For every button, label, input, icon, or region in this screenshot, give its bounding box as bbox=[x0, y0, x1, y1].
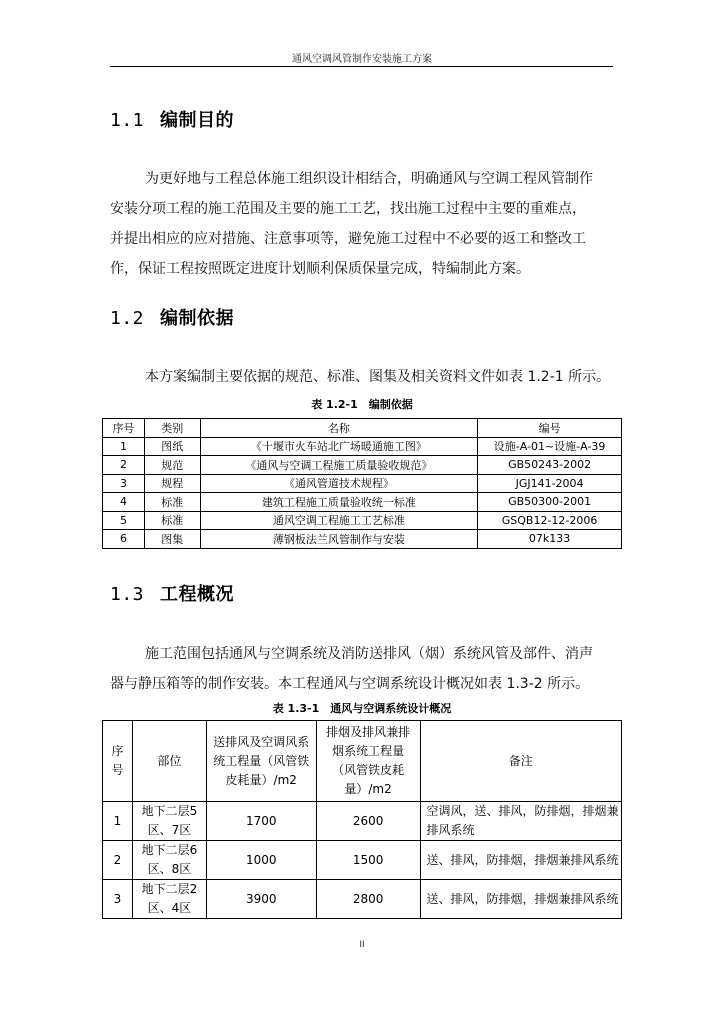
table-cell: 设施-A-01~设施-A-39 bbox=[478, 437, 622, 456]
paragraph-line: 并提出相应的应对措施、注意事项等，避免施工过程中不必要的返工和整改工 bbox=[110, 231, 586, 247]
paragraph-line: 器与静压箱等的制作安装。本工程通风与空调系统设计概况如表 1.3-2 所示。 bbox=[110, 676, 590, 692]
table-row bbox=[103, 880, 622, 919]
header-divider bbox=[110, 66, 613, 67]
table-cell: GB50300-2001 bbox=[478, 493, 622, 512]
table-cell: 3 bbox=[103, 880, 133, 919]
table-cell: 空调风，送、排风，防排烟，排烟兼排风系统 bbox=[420, 802, 621, 841]
table-cell: 图集 bbox=[144, 530, 200, 549]
table-cell: JGJ141-2004 bbox=[478, 474, 622, 493]
table-cell: 6 bbox=[103, 530, 145, 549]
table-header-row bbox=[103, 721, 622, 802]
table-header-cell: 备注 bbox=[420, 721, 621, 802]
system-overview-table bbox=[102, 720, 622, 919]
table-header-cell: 名称 bbox=[200, 419, 477, 438]
table-row bbox=[103, 474, 622, 493]
paragraph-line: 为更好地与工程总体施工组织设计相结合，明确通风与空调工程风管制作 bbox=[145, 171, 593, 187]
section-number: 1.3 bbox=[110, 584, 145, 605]
section-heading-1-1 bbox=[110, 106, 234, 132]
section-number: 1.1 bbox=[110, 110, 145, 131]
table-cell: 标准 bbox=[144, 493, 200, 512]
table-cell: 标准 bbox=[144, 511, 200, 530]
table-cell: 5 bbox=[103, 511, 145, 530]
table-cell: 1700 bbox=[206, 802, 316, 841]
basis-table bbox=[102, 418, 622, 549]
section-title: 编制依据 bbox=[160, 308, 234, 329]
table-header-cell: 编号 bbox=[478, 419, 622, 438]
section-title: 编制目的 bbox=[160, 110, 234, 131]
table-header-cell: 序号 bbox=[103, 721, 133, 802]
table-cell: 2 bbox=[103, 456, 145, 475]
table-row bbox=[103, 802, 622, 841]
table-header-cell: 排烟及排风兼排烟系统工程量（风管铁皮耗量）/m2 bbox=[316, 721, 420, 802]
page-number: II bbox=[359, 940, 365, 950]
table-cell: 4 bbox=[103, 493, 145, 512]
table-cell: 2800 bbox=[316, 880, 420, 919]
table-row bbox=[103, 437, 622, 456]
document-header-title: 通风空调风管制作安装施工方案 bbox=[292, 54, 432, 65]
table-row bbox=[103, 456, 622, 475]
table-header-cell: 送排风及空调风系统工程量（风管铁皮耗量）/m2 bbox=[206, 721, 316, 802]
table-row bbox=[103, 841, 622, 880]
table-cell: 送、排风，防排烟，排烟兼排风系统 bbox=[420, 880, 621, 919]
table-cell: 1 bbox=[103, 802, 133, 841]
table-row bbox=[103, 493, 622, 512]
table-cell: 07k133 bbox=[478, 530, 622, 549]
table1-caption: 表 1.2-1 编制依据 bbox=[311, 398, 413, 411]
table-cell: 3 bbox=[103, 474, 145, 493]
table-cell: 1000 bbox=[206, 841, 316, 880]
table-cell: 薄钢板法兰风管制作与安装 bbox=[200, 530, 477, 549]
table-cell: 地下二层2区、4区 bbox=[132, 880, 206, 919]
table-cell: 《十堰市火车站北广场暖通施工图》 bbox=[200, 437, 477, 456]
table-cell: 《通风与空调工程施工质量验收规范》 bbox=[200, 456, 477, 475]
table-cell: 地下二层6区、8区 bbox=[132, 841, 206, 880]
table-row bbox=[103, 530, 622, 549]
table-cell: 规程 bbox=[144, 474, 200, 493]
table-cell: 通风空调工程施工工艺标准 bbox=[200, 511, 477, 530]
section-title: 工程概况 bbox=[160, 584, 234, 605]
table-cell: 3900 bbox=[206, 880, 316, 919]
paragraph-line: 施工范围包括通风与空调系统及消防送排风（烟）系统风管及部件、消声 bbox=[145, 646, 593, 662]
table-cell: 《通风管道技术规程》 bbox=[200, 474, 477, 493]
section-number: 1.2 bbox=[110, 308, 145, 329]
table2-caption: 表 1.3-1 通风与空调系统设计概况 bbox=[272, 702, 452, 715]
table-cell: GSQB12-12-2006 bbox=[478, 511, 622, 530]
table-cell: 1500 bbox=[316, 841, 420, 880]
table-cell: 建筑工程施工质量验收统一标准 bbox=[200, 493, 477, 512]
table-cell: 图纸 bbox=[144, 437, 200, 456]
table-header-row bbox=[103, 419, 622, 438]
table-header-cell: 类别 bbox=[144, 419, 200, 438]
section-heading-1-3 bbox=[110, 580, 234, 606]
paragraph-line: 安装分项工程的施工范围及主要的施工工艺，找出施工过程中主要的重难点， bbox=[110, 201, 586, 217]
table-header-cell: 部位 bbox=[132, 721, 206, 802]
table-header-cell: 序号 bbox=[103, 419, 145, 438]
section-heading-1-2 bbox=[110, 304, 234, 330]
paragraph-line: 作，保证工程按照既定进度计划顺利保质保量完成，特编制此方案。 bbox=[110, 261, 530, 277]
table-cell: GB50243-2002 bbox=[478, 456, 622, 475]
paragraph-line: 本方案编制主要依据的规范、标准、图集及相关资料文件如表 1.2-1 所示。 bbox=[145, 369, 611, 385]
table-cell: 2 bbox=[103, 841, 133, 880]
table-cell: 送、排风，防排烟，排烟兼排风系统 bbox=[420, 841, 621, 880]
table-cell: 1 bbox=[103, 437, 145, 456]
table-cell: 地下二层5区、7区 bbox=[132, 802, 206, 841]
table-cell: 2600 bbox=[316, 802, 420, 841]
table-row bbox=[103, 511, 622, 530]
table-cell: 规范 bbox=[144, 456, 200, 475]
